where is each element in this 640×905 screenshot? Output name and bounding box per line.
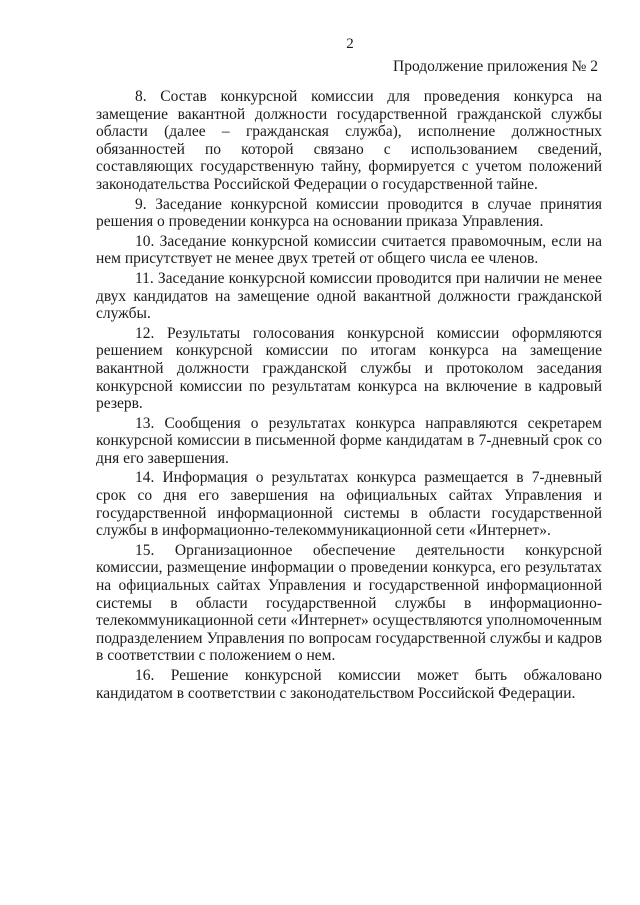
paragraph-12: 12. Результаты голосования конкурсной комиссии оформляются решением конкурсной комиссии по итогам конкурса на замещение вакантной должности гражданской службы и протоколом заседания конкурсной комиссии по результатам конкурса на включение в кадровый резерв.	[96, 324, 602, 413]
paragraph-16: 16. Решение конкурсной комиссии может быть обжаловано кандидатом в соответствии с законодательством Российской Федерации.	[96, 667, 602, 702]
paragraph-14: 14. Информация о результатах конкурса размещается в 7-дневный срок со дня его завершения на официальных сайтах Управления и государственной информационной системы в области государственной службы в информационно-телекоммуникационной сети «Интернет».	[96, 469, 602, 540]
paragraph-8: 8. Состав конкурсной комиссии для проведения конкурса на замещение вакантной должности государственной гражданской службы области (далее – гражданская служба), исполнение должностных обязанностей по которой связано с использованием сведений, составляющих государственную тайну, формируется с учетом положений законодательства Российской Федерации о государственной тайне.	[96, 88, 602, 193]
paragraph-9: 9. Заседание конкурсной комиссии проводится в случае принятия решения о проведении конкурса на основании приказа Управления.	[96, 195, 602, 231]
page-number: 2	[346, 36, 354, 52]
appendix-continuation-label: Продолжение приложения № 2	[393, 58, 598, 75]
paragraph-15: 15. Организационное обеспечение деятельности конкурсной комиссии, размещение информации о проведении конкурса, его результатах на официальных сайтах Управления и государственной информационной системы в области государственной службы в информационно-телекоммуникационной сети «Интернет» осуществляются уполномоченным подразделением Управления по вопросам государственной службы и кадров в соответствии с положением о нем.	[96, 541, 602, 665]
paragraph-10: 10. Заседание конкурсной комиссии считается правомочным, если на нем присутствует не менее двух третей от общего числа ее членов.	[96, 232, 602, 268]
document-body	[96, 88, 602, 704]
paragraph-13: 13. Сообщения о результатах конкурса направляются секретарем конкурсной комиссии в письменной форме кандидатам в 7-дневный срок со дня его завершения.	[96, 414, 602, 467]
paragraph-11: 11. Заседание конкурсной комиссии проводится при наличии не менее двух кандидатов на замещение одной вакантной должности гражданской службы.	[96, 269, 602, 323]
